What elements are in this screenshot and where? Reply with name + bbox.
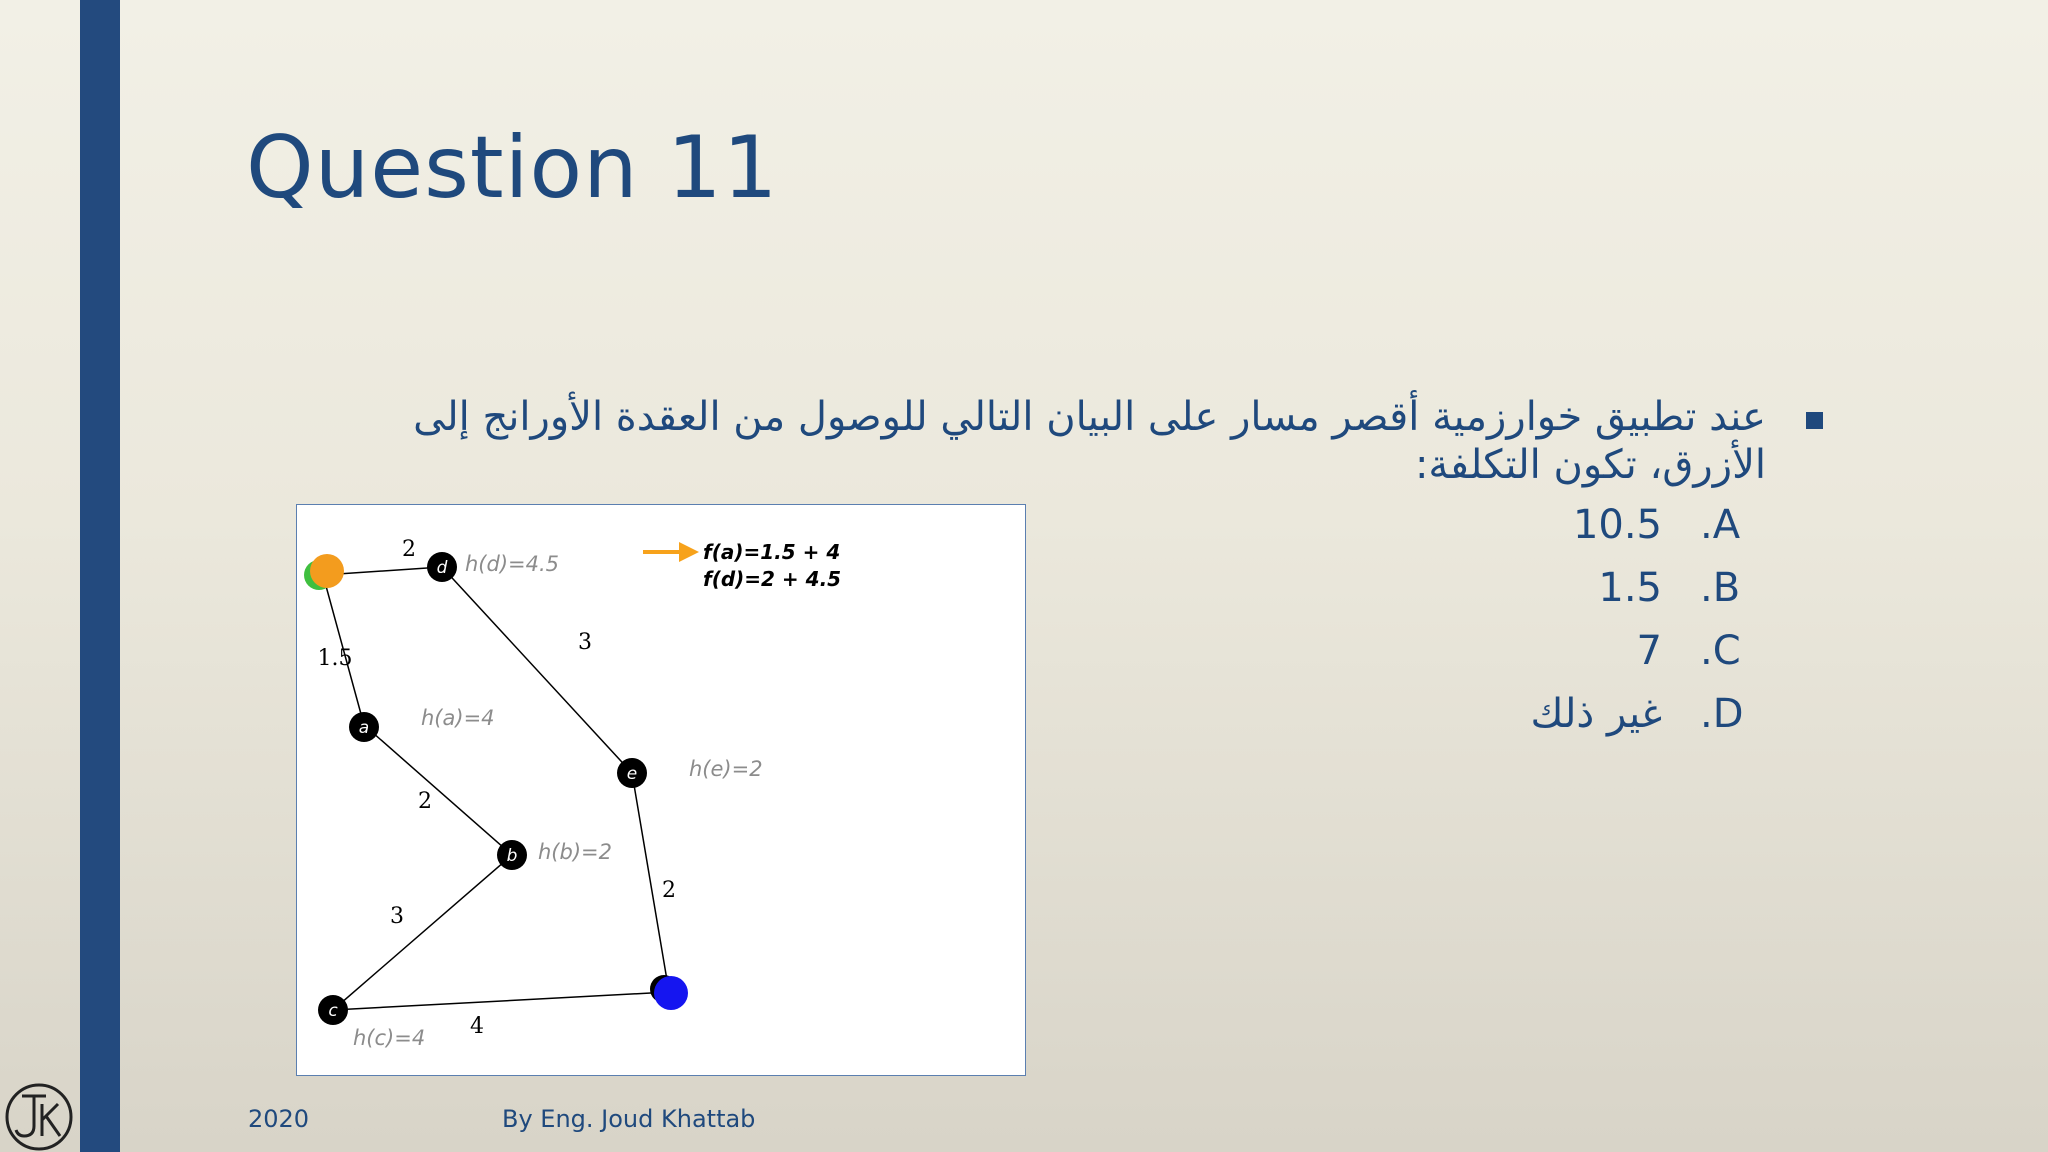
weight-e-goal: 2	[662, 878, 676, 903]
orange-arrow-icon	[643, 542, 699, 562]
question-text: عند تطبيق خوارزمية أقصر مسار على البيان التالي للوصول من العقدة الأورانج إلى الأزرق، تكون التكلفة:	[413, 394, 1766, 488]
legend-line-1: f(a)=1.5 + 4	[703, 540, 841, 564]
left-accent-bar	[80, 0, 120, 1152]
edge-b-c	[333, 855, 512, 1010]
bullet-square-icon	[1806, 412, 1823, 429]
edge-c-goal	[333, 992, 669, 1010]
node-e-label: e	[626, 764, 638, 784]
legend-line-2: f(d)=2 + 4.5	[703, 567, 842, 591]
node-d-label: d	[436, 558, 448, 578]
option-b-value: 1.5	[1598, 565, 1662, 611]
goal-node	[654, 976, 688, 1010]
weight-c-goal: 4	[470, 1014, 484, 1039]
option-a-value: 10.5	[1572, 502, 1662, 548]
option-a-letter: .A	[1700, 502, 1741, 548]
option-d-value: غير ذلك	[1530, 691, 1662, 737]
edge-a-b	[364, 725, 512, 855]
option-b-letter: .B	[1700, 565, 1741, 611]
footer-year: 2020	[248, 1105, 310, 1133]
weight-start-d: 2	[402, 537, 416, 562]
heuristic-c: h(c)=4	[353, 1026, 426, 1050]
jk-monogram-icon	[4, 1082, 74, 1152]
heuristic-d: h(d)=4.5	[465, 552, 560, 576]
node-a-label: a	[358, 718, 370, 738]
weight-start-a: 1.5	[317, 646, 353, 671]
node-b-label: b	[506, 846, 518, 866]
weight-d-e: 3	[578, 630, 592, 655]
option-c-letter: .C	[1700, 628, 1741, 674]
graph-figure	[296, 504, 1026, 1076]
option-c-value: 7	[1636, 628, 1662, 674]
footer-author: By Eng. Joud Khattab	[502, 1105, 756, 1133]
option-d-letter: .D	[1700, 691, 1744, 737]
start-node	[310, 554, 344, 588]
graph-svg	[297, 505, 1025, 1075]
slide-title: Question 11	[246, 118, 779, 218]
weight-a-b: 2	[418, 789, 432, 814]
heuristic-a: h(a)=4	[421, 706, 495, 730]
heuristic-e: h(e)=2	[689, 757, 763, 781]
edge-d-e	[442, 567, 632, 773]
node-c-label: c	[328, 1001, 338, 1021]
weight-b-c: 3	[390, 904, 404, 929]
heuristic-b: h(b)=2	[538, 840, 612, 864]
